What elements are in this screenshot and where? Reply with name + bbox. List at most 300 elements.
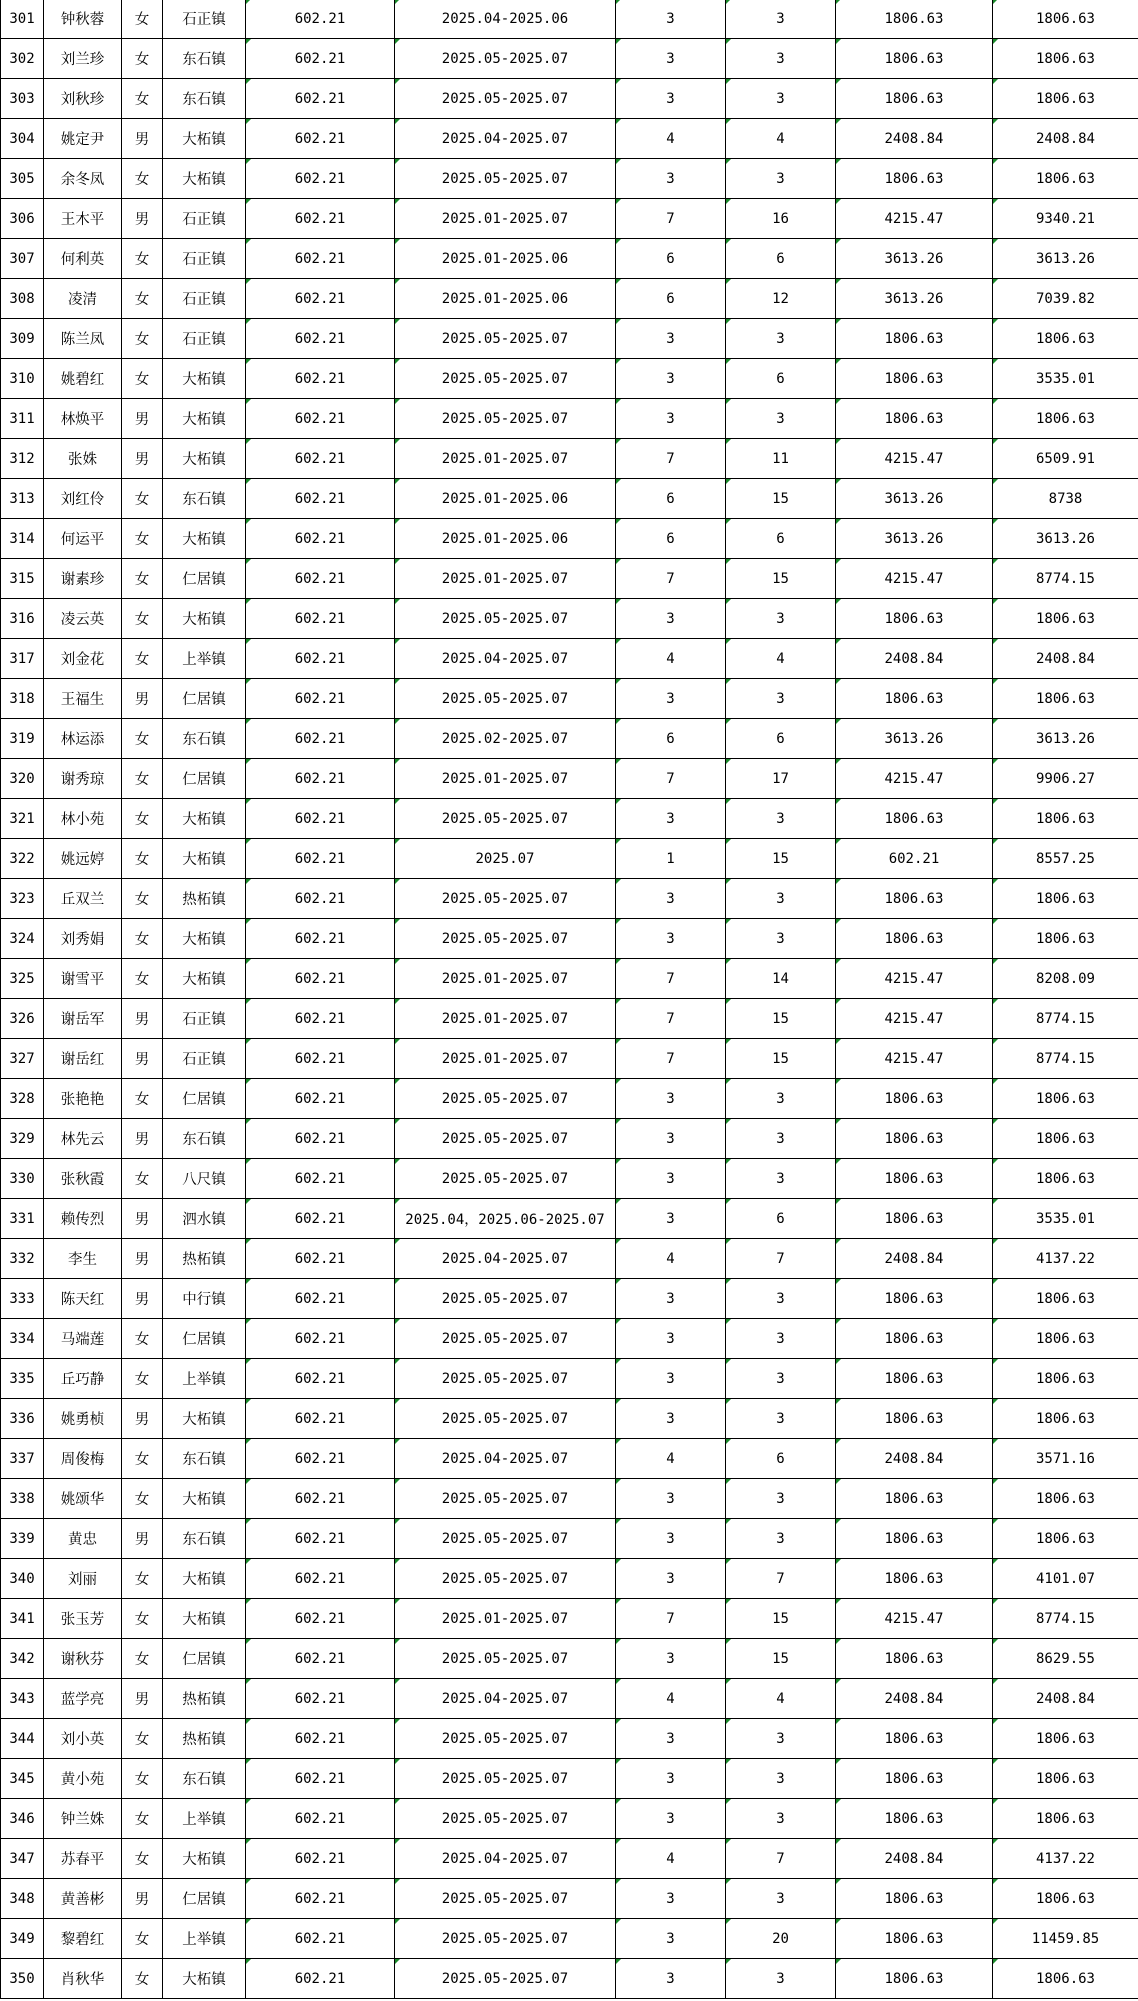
name-cell[interactable]: 谢秋芬	[44, 1639, 122, 1679]
row-number-cell[interactable]: 327	[1, 1039, 44, 1079]
total-months-cell[interactable]: 15	[726, 1599, 836, 1639]
total-months-cell[interactable]: 3	[726, 679, 836, 719]
total-amount-cell[interactable]: 9906.27	[993, 759, 1138, 799]
amount-cell[interactable]: 4215.47	[836, 199, 993, 239]
period-cell[interactable]: 2025.04-2025.07	[395, 1239, 616, 1279]
months-cell[interactable]: 6	[616, 519, 726, 559]
months-cell[interactable]: 3	[616, 319, 726, 359]
town-cell[interactable]: 大柘镇	[163, 839, 246, 879]
total-months-cell[interactable]: 7	[726, 1839, 836, 1879]
gender-cell[interactable]: 女	[122, 639, 163, 679]
standard-amount-cell[interactable]: 602.21	[246, 1239, 395, 1279]
months-cell[interactable]: 7	[616, 439, 726, 479]
total-months-cell[interactable]: 6	[726, 519, 836, 559]
months-cell[interactable]: 3	[616, 1519, 726, 1559]
row-number-cell[interactable]: 330	[1, 1159, 44, 1199]
row-number-cell[interactable]: 336	[1, 1399, 44, 1439]
name-cell[interactable]: 钟秋蓉	[44, 0, 122, 39]
row-number-cell[interactable]: 346	[1, 1799, 44, 1839]
total-amount-cell[interactable]: 1806.63	[993, 1799, 1138, 1839]
row-number-cell[interactable]: 309	[1, 319, 44, 359]
total-amount-cell[interactable]: 3535.01	[993, 359, 1138, 399]
total-amount-cell[interactable]: 1806.63	[993, 1719, 1138, 1759]
town-cell[interactable]: 八尺镇	[163, 1159, 246, 1199]
period-cell[interactable]: 2025.05-2025.07	[395, 359, 616, 399]
gender-cell[interactable]: 女	[122, 1479, 163, 1519]
row-number-cell[interactable]: 311	[1, 399, 44, 439]
total-amount-cell[interactable]: 8557.25	[993, 839, 1138, 879]
gender-cell[interactable]: 男	[122, 399, 163, 439]
total-amount-cell[interactable]: 8208.09	[993, 959, 1138, 999]
gender-cell[interactable]: 男	[122, 1239, 163, 1279]
total-months-cell[interactable]: 6	[726, 719, 836, 759]
period-cell[interactable]: 2025.05-2025.07	[395, 1079, 616, 1119]
total-months-cell[interactable]: 3	[726, 1359, 836, 1399]
months-cell[interactable]: 3	[616, 1959, 726, 1999]
period-cell[interactable]: 2025.04-2025.07	[395, 1679, 616, 1719]
row-number-cell[interactable]: 302	[1, 39, 44, 79]
gender-cell[interactable]: 女	[122, 599, 163, 639]
name-cell[interactable]: 苏春平	[44, 1839, 122, 1879]
gender-cell[interactable]: 女	[122, 559, 163, 599]
gender-cell[interactable]: 女	[122, 1439, 163, 1479]
gender-cell[interactable]: 女	[122, 39, 163, 79]
standard-amount-cell[interactable]: 602.21	[246, 199, 395, 239]
period-cell[interactable]: 2025.05-2025.07	[395, 1319, 616, 1359]
gender-cell[interactable]: 女	[122, 719, 163, 759]
amount-cell[interactable]: 1806.63	[836, 879, 993, 919]
amount-cell[interactable]: 1806.63	[836, 1559, 993, 1599]
total-months-cell[interactable]: 3	[726, 319, 836, 359]
town-cell[interactable]: 大柘镇	[163, 399, 246, 439]
months-cell[interactable]: 6	[616, 239, 726, 279]
town-cell[interactable]: 大柘镇	[163, 359, 246, 399]
gender-cell[interactable]: 女	[122, 1639, 163, 1679]
months-cell[interactable]: 4	[616, 1439, 726, 1479]
amount-cell[interactable]: 1806.63	[836, 1879, 993, 1919]
amount-cell[interactable]: 3613.26	[836, 239, 993, 279]
gender-cell[interactable]: 女	[122, 79, 163, 119]
months-cell[interactable]: 7	[616, 199, 726, 239]
gender-cell[interactable]: 男	[122, 119, 163, 159]
row-number-cell[interactable]: 320	[1, 759, 44, 799]
gender-cell[interactable]: 女	[122, 159, 163, 199]
town-cell[interactable]: 大柘镇	[163, 159, 246, 199]
months-cell[interactable]: 3	[616, 1719, 726, 1759]
amount-cell[interactable]: 602.21	[836, 839, 993, 879]
row-number-cell[interactable]: 308	[1, 279, 44, 319]
name-cell[interactable]: 姚定尹	[44, 119, 122, 159]
standard-amount-cell[interactable]: 602.21	[246, 599, 395, 639]
amount-cell[interactable]: 1806.63	[836, 1359, 993, 1399]
period-cell[interactable]: 2025.05-2025.07	[395, 399, 616, 439]
total-months-cell[interactable]: 6	[726, 239, 836, 279]
months-cell[interactable]: 3	[616, 1199, 726, 1239]
gender-cell[interactable]: 女	[122, 519, 163, 559]
amount-cell[interactable]: 1806.63	[836, 39, 993, 79]
months-cell[interactable]: 3	[616, 879, 726, 919]
name-cell[interactable]: 姚远婷	[44, 839, 122, 879]
name-cell[interactable]: 黄忠	[44, 1519, 122, 1559]
months-cell[interactable]: 3	[616, 1159, 726, 1199]
period-cell[interactable]: 2025.05-2025.07	[395, 1959, 616, 1999]
amount-cell[interactable]: 4215.47	[836, 1039, 993, 1079]
row-number-cell[interactable]: 341	[1, 1599, 44, 1639]
period-cell[interactable]: 2025.05-2025.07	[395, 1519, 616, 1559]
amount-cell[interactable]: 1806.63	[836, 1399, 993, 1439]
total-months-cell[interactable]: 3	[726, 1279, 836, 1319]
name-cell[interactable]: 姚勇桢	[44, 1399, 122, 1439]
total-amount-cell[interactable]: 1806.63	[993, 1159, 1138, 1199]
months-cell[interactable]: 3	[616, 799, 726, 839]
months-cell[interactable]: 3	[616, 1879, 726, 1919]
period-cell[interactable]: 2025.05-2025.07	[395, 1919, 616, 1959]
amount-cell[interactable]: 3613.26	[836, 719, 993, 759]
row-number-cell[interactable]: 347	[1, 1839, 44, 1879]
standard-amount-cell[interactable]: 602.21	[246, 1799, 395, 1839]
name-cell[interactable]: 王福生	[44, 679, 122, 719]
total-amount-cell[interactable]: 1806.63	[993, 1119, 1138, 1159]
period-cell[interactable]: 2025.05-2025.07	[395, 1639, 616, 1679]
period-cell[interactable]: 2025.01-2025.07	[395, 1039, 616, 1079]
period-cell[interactable]: 2025.01-2025.06	[395, 279, 616, 319]
standard-amount-cell[interactable]: 602.21	[246, 1759, 395, 1799]
amount-cell[interactable]: 1806.63	[836, 1159, 993, 1199]
period-cell[interactable]: 2025.01-2025.07	[395, 199, 616, 239]
town-cell[interactable]: 仁居镇	[163, 1879, 246, 1919]
standard-amount-cell[interactable]: 602.21	[246, 1039, 395, 1079]
gender-cell[interactable]: 女	[122, 1759, 163, 1799]
standard-amount-cell[interactable]: 602.21	[246, 719, 395, 759]
standard-amount-cell[interactable]: 602.21	[246, 119, 395, 159]
town-cell[interactable]: 仁居镇	[163, 679, 246, 719]
total-months-cell[interactable]: 20	[726, 1919, 836, 1959]
name-cell[interactable]: 张秋霞	[44, 1159, 122, 1199]
name-cell[interactable]: 何利英	[44, 239, 122, 279]
row-number-cell[interactable]: 335	[1, 1359, 44, 1399]
total-amount-cell[interactable]: 1806.63	[993, 1479, 1138, 1519]
gender-cell[interactable]: 男	[122, 1119, 163, 1159]
period-cell[interactable]: 2025.04-2025.07	[395, 1439, 616, 1479]
months-cell[interactable]: 3	[616, 359, 726, 399]
amount-cell[interactable]: 1806.63	[836, 1519, 993, 1559]
total-amount-cell[interactable]: 1806.63	[993, 1079, 1138, 1119]
row-number-cell[interactable]: 314	[1, 519, 44, 559]
standard-amount-cell[interactable]: 602.21	[246, 479, 395, 519]
months-cell[interactable]: 3	[616, 599, 726, 639]
row-number-cell[interactable]: 310	[1, 359, 44, 399]
gender-cell[interactable]: 女	[122, 279, 163, 319]
gender-cell[interactable]: 男	[122, 1679, 163, 1719]
amount-cell[interactable]: 1806.63	[836, 0, 993, 39]
amount-cell[interactable]: 4215.47	[836, 439, 993, 479]
name-cell[interactable]: 谢秀琼	[44, 759, 122, 799]
total-months-cell[interactable]: 15	[726, 479, 836, 519]
period-cell[interactable]: 2025.01-2025.06	[395, 479, 616, 519]
row-number-cell[interactable]: 345	[1, 1759, 44, 1799]
town-cell[interactable]: 仁居镇	[163, 1639, 246, 1679]
total-amount-cell[interactable]: 1806.63	[993, 919, 1138, 959]
standard-amount-cell[interactable]: 602.21	[246, 359, 395, 399]
standard-amount-cell[interactable]: 602.21	[246, 1279, 395, 1319]
total-amount-cell[interactable]: 1806.63	[993, 1279, 1138, 1319]
town-cell[interactable]: 石正镇	[163, 239, 246, 279]
gender-cell[interactable]: 女	[122, 959, 163, 999]
amount-cell[interactable]: 2408.84	[836, 1679, 993, 1719]
amount-cell[interactable]: 1806.63	[836, 1119, 993, 1159]
amount-cell[interactable]: 1806.63	[836, 399, 993, 439]
name-cell[interactable]: 林运添	[44, 719, 122, 759]
amount-cell[interactable]: 3613.26	[836, 479, 993, 519]
total-months-cell[interactable]: 6	[726, 1199, 836, 1239]
row-number-cell[interactable]: 328	[1, 1079, 44, 1119]
row-number-cell[interactable]: 305	[1, 159, 44, 199]
standard-amount-cell[interactable]: 602.21	[246, 879, 395, 919]
town-cell[interactable]: 大柘镇	[163, 919, 246, 959]
months-cell[interactable]: 3	[616, 1639, 726, 1679]
months-cell[interactable]: 3	[616, 1359, 726, 1399]
row-number-cell[interactable]: 318	[1, 679, 44, 719]
standard-amount-cell[interactable]: 602.21	[246, 159, 395, 199]
name-cell[interactable]: 肖秋华	[44, 1959, 122, 1999]
name-cell[interactable]: 黄善彬	[44, 1879, 122, 1919]
gender-cell[interactable]: 男	[122, 439, 163, 479]
total-amount-cell[interactable]: 3571.16	[993, 1439, 1138, 1479]
total-amount-cell[interactable]: 6509.91	[993, 439, 1138, 479]
months-cell[interactable]: 7	[616, 959, 726, 999]
row-number-cell[interactable]: 322	[1, 839, 44, 879]
row-number-cell[interactable]: 319	[1, 719, 44, 759]
months-cell[interactable]: 4	[616, 1239, 726, 1279]
months-cell[interactable]: 3	[616, 919, 726, 959]
months-cell[interactable]: 6	[616, 279, 726, 319]
standard-amount-cell[interactable]: 602.21	[246, 919, 395, 959]
total-amount-cell[interactable]: 1806.63	[993, 1759, 1138, 1799]
row-number-cell[interactable]: 340	[1, 1559, 44, 1599]
name-cell[interactable]: 陈兰凤	[44, 319, 122, 359]
period-cell[interactable]: 2025.07	[395, 839, 616, 879]
total-amount-cell[interactable]: 1806.63	[993, 679, 1138, 719]
total-amount-cell[interactable]: 1806.63	[993, 1879, 1138, 1919]
total-months-cell[interactable]: 6	[726, 359, 836, 399]
town-cell[interactable]: 东石镇	[163, 719, 246, 759]
standard-amount-cell[interactable]: 602.21	[246, 1919, 395, 1959]
months-cell[interactable]: 4	[616, 639, 726, 679]
row-number-cell[interactable]: 313	[1, 479, 44, 519]
total-months-cell[interactable]: 3	[726, 1079, 836, 1119]
months-cell[interactable]: 3	[616, 399, 726, 439]
total-months-cell[interactable]: 3	[726, 1119, 836, 1159]
total-months-cell[interactable]: 3	[726, 1799, 836, 1839]
town-cell[interactable]: 仁居镇	[163, 559, 246, 599]
town-cell[interactable]: 上举镇	[163, 639, 246, 679]
name-cell[interactable]: 谢雪平	[44, 959, 122, 999]
name-cell[interactable]: 何运平	[44, 519, 122, 559]
name-cell[interactable]: 黎碧红	[44, 1919, 122, 1959]
total-amount-cell[interactable]: 8774.15	[993, 1599, 1138, 1639]
total-amount-cell[interactable]: 1806.63	[993, 799, 1138, 839]
amount-cell[interactable]: 2408.84	[836, 639, 993, 679]
town-cell[interactable]: 东石镇	[163, 79, 246, 119]
months-cell[interactable]: 3	[616, 1079, 726, 1119]
months-cell[interactable]: 3	[616, 1759, 726, 1799]
total-months-cell[interactable]: 3	[726, 1759, 836, 1799]
amount-cell[interactable]: 1806.63	[836, 1079, 993, 1119]
period-cell[interactable]: 2025.01-2025.07	[395, 1599, 616, 1639]
total-amount-cell[interactable]: 3613.26	[993, 719, 1138, 759]
name-cell[interactable]: 刘秀娟	[44, 919, 122, 959]
months-cell[interactable]: 4	[616, 119, 726, 159]
name-cell[interactable]: 谢岳军	[44, 999, 122, 1039]
row-number-cell[interactable]: 349	[1, 1919, 44, 1959]
row-number-cell[interactable]: 325	[1, 959, 44, 999]
period-cell[interactable]: 2025.05-2025.07	[395, 919, 616, 959]
gender-cell[interactable]: 女	[122, 1599, 163, 1639]
total-months-cell[interactable]: 3	[726, 1479, 836, 1519]
row-number-cell[interactable]: 301	[1, 0, 44, 39]
total-months-cell[interactable]: 3	[726, 1719, 836, 1759]
total-amount-cell[interactable]: 8774.15	[993, 999, 1138, 1039]
total-months-cell[interactable]: 16	[726, 199, 836, 239]
total-amount-cell[interactable]: 1806.63	[993, 159, 1138, 199]
gender-cell[interactable]: 女	[122, 759, 163, 799]
amount-cell[interactable]: 1806.63	[836, 1639, 993, 1679]
period-cell[interactable]: 2025.05-2025.07	[395, 1759, 616, 1799]
months-cell[interactable]: 3	[616, 1919, 726, 1959]
total-amount-cell[interactable]: 3613.26	[993, 239, 1138, 279]
total-months-cell[interactable]: 3	[726, 1159, 836, 1199]
amount-cell[interactable]: 3613.26	[836, 519, 993, 559]
total-months-cell[interactable]: 15	[726, 839, 836, 879]
total-months-cell[interactable]: 3	[726, 1399, 836, 1439]
standard-amount-cell[interactable]: 602.21	[246, 799, 395, 839]
total-amount-cell[interactable]: 1806.63	[993, 1519, 1138, 1559]
gender-cell[interactable]: 男	[122, 1519, 163, 1559]
period-cell[interactable]: 2025.05-2025.07	[395, 1359, 616, 1399]
town-cell[interactable]: 大柘镇	[163, 799, 246, 839]
gender-cell[interactable]: 女	[122, 1839, 163, 1879]
period-cell[interactable]: 2025.01-2025.07	[395, 999, 616, 1039]
standard-amount-cell[interactable]: 602.21	[246, 1079, 395, 1119]
standard-amount-cell[interactable]: 602.21	[246, 39, 395, 79]
name-cell[interactable]: 赖传烈	[44, 1199, 122, 1239]
town-cell[interactable]: 大柘镇	[163, 1599, 246, 1639]
amount-cell[interactable]: 1806.63	[836, 599, 993, 639]
standard-amount-cell[interactable]: 602.21	[246, 1559, 395, 1599]
town-cell[interactable]: 大柘镇	[163, 439, 246, 479]
town-cell[interactable]: 热柘镇	[163, 1239, 246, 1279]
total-amount-cell[interactable]: 4101.07	[993, 1559, 1138, 1599]
months-cell[interactable]: 4	[616, 1679, 726, 1719]
period-cell[interactable]: 2025.05-2025.07	[395, 1399, 616, 1439]
amount-cell[interactable]: 4215.47	[836, 959, 993, 999]
amount-cell[interactable]: 2408.84	[836, 119, 993, 159]
name-cell[interactable]: 李生	[44, 1239, 122, 1279]
period-cell[interactable]: 2025.01-2025.06	[395, 239, 616, 279]
months-cell[interactable]: 7	[616, 1599, 726, 1639]
total-months-cell[interactable]: 11	[726, 439, 836, 479]
amount-cell[interactable]: 1806.63	[836, 359, 993, 399]
gender-cell[interactable]: 女	[122, 479, 163, 519]
row-number-cell[interactable]: 321	[1, 799, 44, 839]
gender-cell[interactable]: 女	[122, 799, 163, 839]
standard-amount-cell[interactable]: 602.21	[246, 439, 395, 479]
standard-amount-cell[interactable]: 602.21	[246, 1839, 395, 1879]
row-number-cell[interactable]: 350	[1, 1959, 44, 1999]
total-months-cell[interactable]: 3	[726, 1519, 836, 1559]
total-months-cell[interactable]: 4	[726, 1679, 836, 1719]
period-cell[interactable]: 2025.04-2025.07	[395, 1839, 616, 1879]
town-cell[interactable]: 热柘镇	[163, 879, 246, 919]
standard-amount-cell[interactable]: 602.21	[246, 759, 395, 799]
standard-amount-cell[interactable]: 602.21	[246, 1519, 395, 1559]
total-months-cell[interactable]: 3	[726, 1879, 836, 1919]
row-number-cell[interactable]: 317	[1, 639, 44, 679]
town-cell[interactable]: 上举镇	[163, 1919, 246, 1959]
standard-amount-cell[interactable]: 602.21	[246, 999, 395, 1039]
town-cell[interactable]: 石正镇	[163, 999, 246, 1039]
name-cell[interactable]: 张姝	[44, 439, 122, 479]
total-months-cell[interactable]: 15	[726, 1639, 836, 1679]
gender-cell[interactable]: 女	[122, 1319, 163, 1359]
gender-cell[interactable]: 女	[122, 1079, 163, 1119]
total-amount-cell[interactable]: 1806.63	[993, 0, 1138, 39]
total-amount-cell[interactable]: 3535.01	[993, 1199, 1138, 1239]
months-cell[interactable]: 3	[616, 79, 726, 119]
months-cell[interactable]: 3	[616, 1319, 726, 1359]
name-cell[interactable]: 余冬凤	[44, 159, 122, 199]
total-amount-cell[interactable]: 2408.84	[993, 1679, 1138, 1719]
standard-amount-cell[interactable]: 602.21	[246, 559, 395, 599]
town-cell[interactable]: 东石镇	[163, 479, 246, 519]
amount-cell[interactable]: 1806.63	[836, 1959, 993, 1999]
town-cell[interactable]: 石正镇	[163, 0, 246, 39]
standard-amount-cell[interactable]: 602.21	[246, 1679, 395, 1719]
town-cell[interactable]: 仁居镇	[163, 1079, 246, 1119]
months-cell[interactable]: 7	[616, 559, 726, 599]
total-months-cell[interactable]: 3	[726, 399, 836, 439]
period-cell[interactable]: 2025.05-2025.07	[395, 1479, 616, 1519]
town-cell[interactable]: 东石镇	[163, 1439, 246, 1479]
gender-cell[interactable]: 女	[122, 839, 163, 879]
amount-cell[interactable]: 2408.84	[836, 1439, 993, 1479]
standard-amount-cell[interactable]: 602.21	[246, 1119, 395, 1159]
months-cell[interactable]: 3	[616, 39, 726, 79]
total-amount-cell[interactable]: 8738	[993, 479, 1138, 519]
total-amount-cell[interactable]: 1806.63	[993, 879, 1138, 919]
months-cell[interactable]: 3	[616, 159, 726, 199]
period-cell[interactable]: 2025.05-2025.07	[395, 1559, 616, 1599]
months-cell[interactable]: 4	[616, 1839, 726, 1879]
amount-cell[interactable]: 3613.26	[836, 279, 993, 319]
standard-amount-cell[interactable]: 602.21	[246, 79, 395, 119]
period-cell[interactable]: 2025.04-2025.06	[395, 0, 616, 39]
total-months-cell[interactable]: 3	[726, 159, 836, 199]
period-cell[interactable]: 2025.05-2025.07	[395, 879, 616, 919]
row-number-cell[interactable]: 306	[1, 199, 44, 239]
town-cell[interactable]: 仁居镇	[163, 1319, 246, 1359]
period-cell[interactable]: 2025.01-2025.07	[395, 959, 616, 999]
standard-amount-cell[interactable]: 602.21	[246, 1359, 395, 1399]
amount-cell[interactable]: 1806.63	[836, 79, 993, 119]
standard-amount-cell[interactable]: 602.21	[246, 1439, 395, 1479]
name-cell[interactable]: 张玉芳	[44, 1599, 122, 1639]
amount-cell[interactable]: 1806.63	[836, 1319, 993, 1359]
period-cell[interactable]: 2025.05-2025.07	[395, 1799, 616, 1839]
name-cell[interactable]: 凌清	[44, 279, 122, 319]
months-cell[interactable]: 3	[616, 0, 726, 39]
period-cell[interactable]: 2025.05-2025.07	[395, 799, 616, 839]
